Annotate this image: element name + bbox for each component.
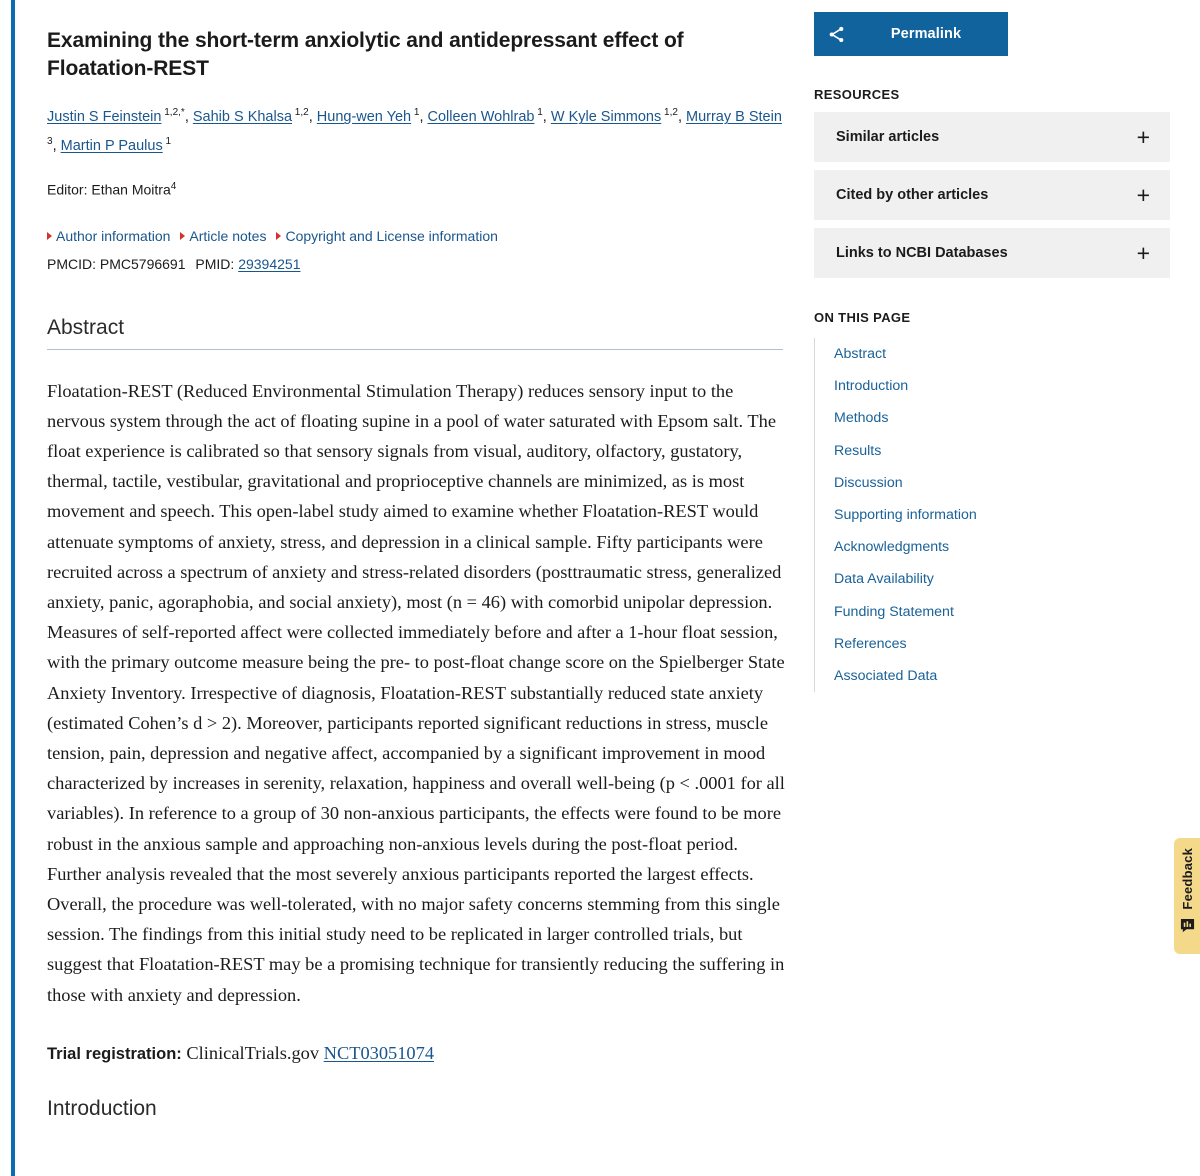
meta-link[interactable]: Copyright and License information: [285, 227, 498, 244]
editor-name: Ethan Moitra: [91, 181, 171, 198]
on-this-page-item[interactable]: Data Availability: [834, 571, 934, 588]
feedback-tab[interactable]: [1174, 838, 1200, 954]
author-affiliation-sup: 1,2: [292, 107, 309, 119]
on-this-page-item[interactable]: Acknowledgments: [834, 539, 950, 556]
resources-accordion: [814, 112, 1174, 278]
meta-link-item[interactable]: [47, 228, 170, 244]
author-link[interactable]: W Kyle Simmons: [550, 109, 662, 126]
author-affiliation-sup: 1: [162, 135, 172, 147]
on-this-page-item[interactable]: Supporting information: [834, 507, 977, 524]
feedback-chart-icon: [1180, 918, 1195, 933]
triangle-right-icon: [276, 232, 281, 240]
introduction-heading: Introduction: [47, 1097, 157, 1121]
on-this-page-item[interactable]: Associated Data: [834, 668, 938, 685]
on-this-page-item[interactable]: Introduction: [834, 378, 909, 395]
author-link[interactable]: Colleen Wohlrab: [427, 109, 535, 126]
author-link[interactable]: Hung-wen Yeh: [316, 109, 412, 126]
triangle-right-icon: [47, 232, 52, 240]
abstract-heading: Abstract: [47, 316, 783, 350]
trial-registration-registry: ClinicalTrials.gov: [186, 1042, 320, 1063]
author-affiliation-sup: 1,2,*: [161, 107, 185, 119]
resources-title: RESOURCES: [814, 87, 900, 102]
meta-link[interactable]: Author information: [56, 227, 171, 244]
author-link[interactable]: Martin P Paulus: [60, 137, 163, 154]
article-meta-links: [47, 228, 787, 244]
resource-accordion-label: Cited by other articles: [836, 187, 989, 203]
meta-link[interactable]: Article notes: [189, 227, 267, 244]
permalink-button[interactable]: [814, 12, 1008, 56]
plus-icon[interactable]: +: [1136, 239, 1150, 266]
on-this-page-item[interactable]: Funding Statement: [834, 603, 954, 620]
author-affiliation-sup: 1: [411, 107, 420, 119]
resource-accordion-label: Similar articles: [836, 129, 940, 145]
resource-accordion-row[interactable]: [814, 112, 1170, 162]
abstract-paragraph: Floatation-REST (Reduced Environmental Stimulation Therapy) reduces sensory input to the nervous system through the act of floating supine in a pool of water saturated with Epsom salt. The float experience is calibrated so that sensory signals from visual, auditory, olfactory, gustatory, thermal, tactile, vestibular, gravitational and proprioceptive channels are minimized, as is most movement and speech. This open-label study aimed to examine whether Floatation-REST would attenuate symptoms of anxiety, stress, and depression in a clinical sample. Fifty participants were recruited across a spectrum of anxiety and stress-related disorders (posttraumatic stress, generalized anxiety, panic, agoraphobia, and social anxiety), most (n = 46) with comorbid unipolar depression. Measures of self-reported affect were collected immediately before and after a 1-hour float session, with the primary outcome measure being the pre- to post-float change score on the Spielberger State Anxiety Inventory. Irrespective of diagnosis, Floatation-REST substantially reduced state anxiety (estimated Cohen’s d > 2). Moreover, participants reported significant reductions in stress, muscle tension, pain, depression and negative affect, accompanied by a significant improvement in mood characterized by increases in serenity, relaxation, happiness and overall well-being (p < .0001 for all variables). In reference to a group of 30 non-anxious participants, the effects were found to be more robust in the anxious sample and approaching non-anxious levels during the post-float period. Further analysis revealed that the most severely anxious participants reported the largest effects. Overall, the procedure was well-tolerated, with no major safety concerns stemming from this single session. The findings from this initial study need to be replicated in larger controlled trials, but suggest that Floatation-REST may be a promising technique for transiently reducing the suffering in those with anxiety and depression.: [47, 380, 785, 1005]
author-link[interactable]: Murray B Stein: [686, 109, 782, 126]
on-this-page-title: ON THIS PAGE: [814, 310, 911, 325]
author-link[interactable]: Sahib S Khalsa: [192, 109, 293, 126]
editor-label: Editor:: [47, 181, 88, 198]
author-affiliation-sup: 1,2: [661, 107, 678, 119]
on-this-page-item[interactable]: References: [834, 635, 907, 652]
permalink-label: Permalink: [890, 26, 962, 42]
share-icon: [814, 25, 858, 44]
page-title: Examining the short-term anxiolytic and antidepressant effect of Floatation-REST: [47, 29, 684, 80]
right-sidebar: [814, 0, 1174, 692]
feedback-label: Feedback: [1179, 848, 1195, 910]
on-this-page-item[interactable]: Abstract: [834, 346, 887, 362]
triangle-right-icon: [180, 232, 185, 240]
meta-link-item[interactable]: [276, 228, 497, 244]
article-identifiers: [47, 256, 787, 272]
author-link[interactable]: Justin S Feinstein: [47, 109, 162, 126]
on-this-page-item[interactable]: Results: [834, 442, 882, 459]
author-affiliation-sup: 3: [47, 135, 53, 147]
pmcid-value: PMC5796691: [99, 255, 186, 272]
editor-affiliation-sup: 4: [170, 180, 177, 192]
trial-registration-label: Trial registration:: [47, 1044, 182, 1063]
resource-accordion-row[interactable]: [814, 228, 1170, 278]
pmcid-label: PMCID:: [47, 255, 96, 272]
left-accent-rail: [11, 0, 15, 1176]
abstract-body: [47, 376, 787, 1069]
author-list: Justin S Feinstein $^{1,2,*}$, Sahib S Khalsa $^{1,2}$, Hung-wen Yeh $^1$, Colleen Wohlrab $^1$, W Kyle Simmons $^{1,2}$, Murray B Stein $^3$, Martin P Paulus $^1$: [47, 107, 782, 154]
article-column: [47, 0, 787, 1121]
resource-accordion-label: Links to NCBI Databases: [836, 245, 1008, 261]
on-this-page-list: [814, 338, 1174, 692]
plus-icon[interactable]: +: [1136, 123, 1150, 150]
trial-registration-link[interactable]: NCT03051074: [323, 1042, 435, 1063]
trial-registration-line: [47, 1038, 787, 1069]
on-this-page-item[interactable]: Methods: [834, 410, 889, 427]
meta-link-item[interactable]: [180, 228, 266, 244]
pmid-link[interactable]: 29394251: [238, 255, 301, 272]
pmid-label: PMID:: [195, 255, 235, 272]
resource-accordion-row[interactable]: [814, 170, 1170, 220]
on-this-page-item[interactable]: Discussion: [834, 474, 903, 491]
plus-icon[interactable]: +: [1136, 181, 1150, 208]
editor-line: [47, 181, 787, 198]
author-affiliation-sup: 1: [534, 107, 543, 119]
